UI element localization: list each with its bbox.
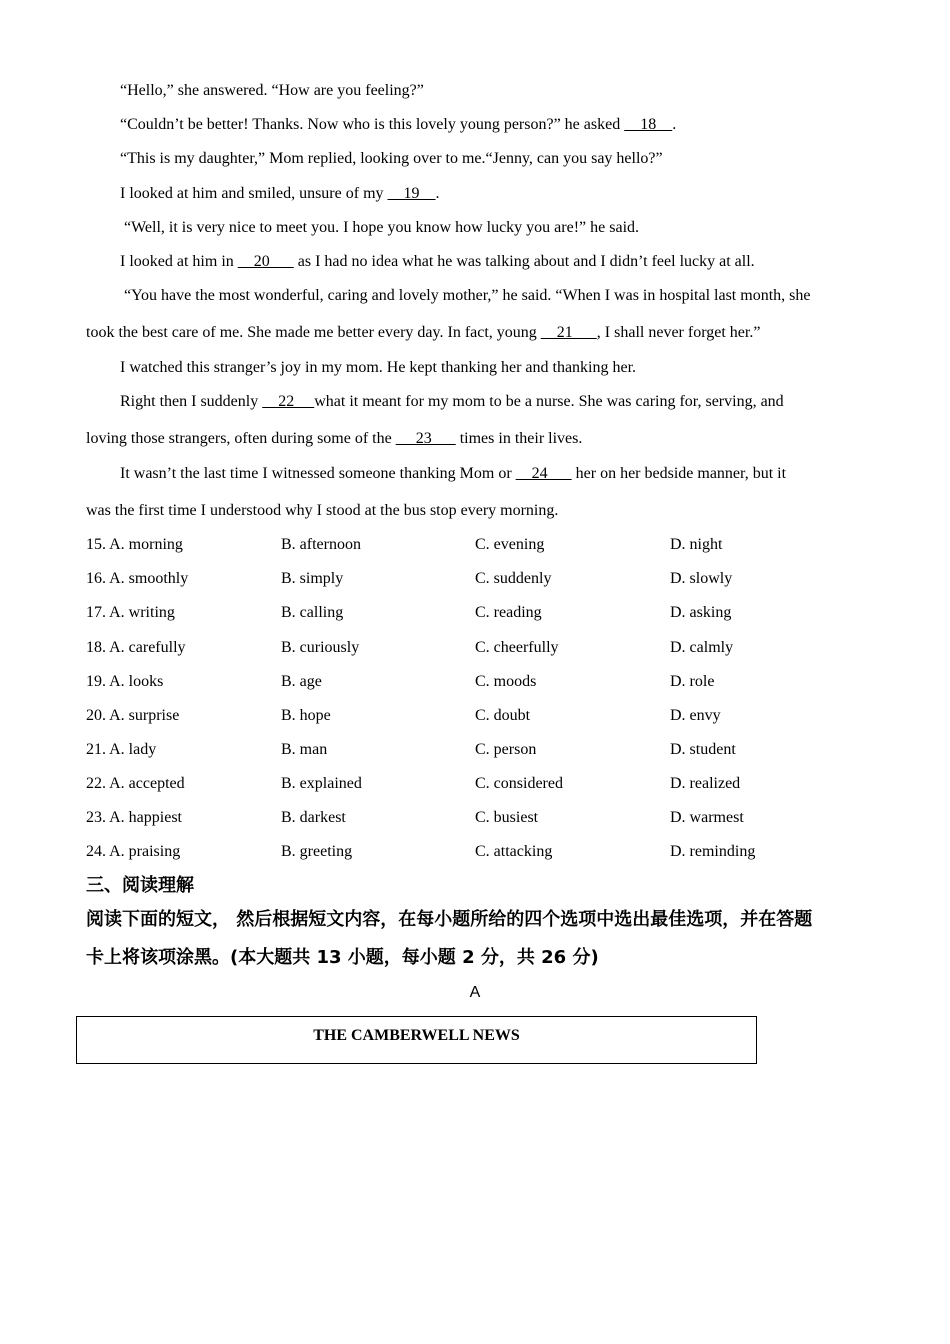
passage-text: “You have the most wonderful, caring and lovely mother,” he said. “When I was in hospital last month, she xyxy=(124,287,811,304)
passage-text: “This is my daughter,” Mom replied, looking over to me.“Jenny, can you say hello?” xyxy=(120,150,663,167)
option-19-b: B. age xyxy=(281,673,322,690)
option-18-c: C. cheerfully xyxy=(475,639,559,656)
passage-text: I looked at him and smiled, unsure of my xyxy=(120,185,388,202)
option-15-d: D. night xyxy=(670,536,723,553)
option-20-c: C. doubt xyxy=(475,707,531,724)
option-21-c: C. person xyxy=(475,741,537,758)
option-17-d: D. asking xyxy=(670,604,732,621)
option-17-c: C. reading xyxy=(475,604,542,621)
passage-line xyxy=(86,429,866,449)
passage-text: loving those strangers, often during some of the xyxy=(86,430,396,447)
passage-text: “Well, it is very nice to meet you. I hope you know how lucky you are!” he said. xyxy=(124,219,640,236)
blank-24: 24 xyxy=(515,465,572,482)
passage-text: times in their lives. xyxy=(455,430,583,447)
option-23-b: B. darkest xyxy=(281,809,346,826)
option-23-c: C. busiest xyxy=(475,809,539,826)
option-19-a: 19. A. looks xyxy=(86,673,164,690)
passage-line xyxy=(86,323,866,343)
option-18-d: D. calmly xyxy=(670,639,734,656)
passage-line xyxy=(120,358,900,378)
blank-18: 18 xyxy=(624,116,673,133)
option-17-a: 17. A. writing xyxy=(86,604,175,621)
option-17-b: B. calling xyxy=(281,604,344,621)
option-16-d: D. slowly xyxy=(670,570,733,587)
section-instruction: 阅读下面的短文， 然后根据短文内容，在每小题所给的四个选项中选出最佳选项，并在答题 xyxy=(86,909,813,930)
option-22-d: D. realized xyxy=(670,775,741,792)
blank-22: 22 xyxy=(262,393,315,410)
news-title: THE CAMBERWELL NEWS xyxy=(313,1027,520,1044)
section-instruction: 卡上将该项涂黑。(本大题共 13 小题，每小题 2 分，共 26 分) xyxy=(86,947,599,968)
option-18-b: B. curiously xyxy=(281,639,360,656)
option-22-c: C. considered xyxy=(475,775,563,792)
option-20-d: D. envy xyxy=(670,707,721,724)
option-22-a: 22. A. accepted xyxy=(86,775,185,792)
blank-23: 23 xyxy=(395,430,456,447)
passage-text: “Couldn’t be better! Thanks. Now who is this lovely young person?” he asked xyxy=(120,116,625,133)
option-24-b: B. greeting xyxy=(281,843,353,860)
blank-20: 20 xyxy=(237,253,294,270)
passage-text: It wasn’t the last time I witnessed someone thanking Mom or xyxy=(120,465,516,482)
option-19-c: C. moods xyxy=(475,673,537,690)
option-16-a: 16. A. smoothly xyxy=(86,570,189,587)
option-24-a: 24. A. praising xyxy=(86,843,181,860)
option-15-c: C. evening xyxy=(475,536,545,553)
passage-text: I watched this stranger’s joy in my mom. He kept thanking her and thanking her. xyxy=(120,359,637,376)
passage-text: what it meant for my mom to be a nurse. She was caring for, serving, and xyxy=(314,393,784,410)
passage-text: her on her bedside manner, but it xyxy=(571,465,787,482)
option-21-a: 21. A. lady xyxy=(86,741,157,758)
passage-text: was the first time I understood why I stood at the bus stop every morning. xyxy=(86,502,559,519)
passage-text: I looked at him in xyxy=(120,253,238,270)
option-20-b: B. hope xyxy=(281,707,331,724)
passage-line xyxy=(120,464,900,484)
option-24-d: D. reminding xyxy=(670,843,756,860)
passage-text: Right then I suddenly xyxy=(120,393,263,410)
section-heading: 三、阅读理解 xyxy=(86,875,194,896)
passage-line xyxy=(120,149,900,169)
option-21-b: B. man xyxy=(281,741,328,758)
option-18-a: 18. A. carefully xyxy=(86,639,186,656)
blank-21: 21 xyxy=(540,324,597,341)
blank-19: 19 xyxy=(387,185,436,202)
passage-line xyxy=(120,392,900,412)
passage-text: took the best care of me. She made me better every day. In fact, young xyxy=(86,324,541,341)
option-19-d: D. role xyxy=(670,673,715,690)
news-header-box xyxy=(76,1016,757,1064)
passage-line xyxy=(120,81,900,101)
option-16-b: B. simply xyxy=(281,570,344,587)
option-20-a: 20. A. surprise xyxy=(86,707,180,724)
passage-text: . xyxy=(672,116,677,133)
passage-line xyxy=(124,218,904,238)
passage-line xyxy=(120,184,900,204)
option-22-b: B. explained xyxy=(281,775,362,792)
passage-line xyxy=(120,252,900,272)
passage-line xyxy=(120,115,900,135)
option-23-d: D. warmest xyxy=(670,809,744,826)
option-21-d: D. student xyxy=(670,741,736,758)
option-15-b: B. afternoon xyxy=(281,536,361,553)
option-24-c: C. attacking xyxy=(475,843,553,860)
option-15-a: 15. A. morning xyxy=(86,536,183,553)
part-letter: A xyxy=(469,984,481,1001)
passage-text: “Hello,” she answered. “How are you feeling?” xyxy=(120,82,424,99)
passage-text: , I shall never forget her.” xyxy=(596,324,761,341)
option-23-a: 23. A. happiest xyxy=(86,809,182,826)
passage-text: . xyxy=(435,185,440,202)
passage-line xyxy=(124,286,904,306)
passage-line xyxy=(86,501,866,521)
passage-text: as I had no idea what he was talking about and I didn’t feel lucky at all. xyxy=(293,253,755,270)
option-16-c: C. suddenly xyxy=(475,570,552,587)
